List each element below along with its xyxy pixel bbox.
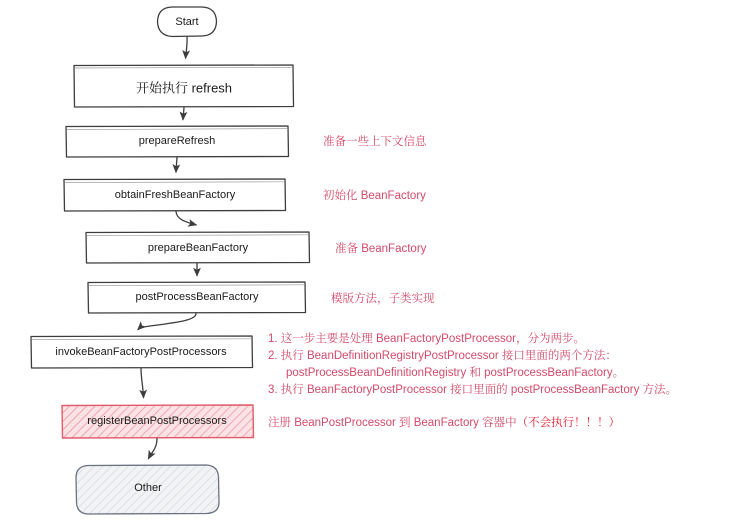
- note-invoke-line-4: 3. 执行 BeanFactoryPostProcessor 接口里面的 postProcessBeanFactory 方法。: [268, 384, 678, 396]
- node-refresh[interactable]: [74, 65, 294, 107]
- node-invokeBeanFactoryPostProcessors[interactable]: [31, 336, 253, 368]
- note-register-text: 注册 BeanPostProcessor 到 BeanFactory 容器中: [268, 417, 517, 429]
- node-label-refresh: 开始执行 refresh: [135, 80, 233, 96]
- note-invoke-line-2: 2. 执行 BeanDefinitionRegistryPostProcessor 接口里面的两个方法：: [268, 350, 617, 362]
- note-post-process-bean-factory: 模版方法，子类实现: [331, 293, 435, 305]
- node-postProcessBeanFactory[interactable]: [88, 282, 306, 313]
- node-obtainFreshBeanFactory[interactable]: [64, 179, 286, 211]
- node-label-prepareRefresh: prepareRefresh: [138, 135, 216, 147]
- note-obtain-fresh-bean-factory: 初始化 BeanFactory: [323, 190, 426, 202]
- node-label-start: Start: [175, 16, 199, 28]
- node-other[interactable]: [76, 465, 219, 514]
- note-register-warning: （不会执行！！！）: [516, 417, 621, 429]
- note-prepare-refresh: 准备一些上下文信息: [323, 136, 427, 148]
- note-prepare-bean-factory: 准备 BeanFactory: [335, 243, 427, 255]
- note-invoke-line-1: 1. 这一步主要是处理 BeanFactoryPostProcessor，分为两步。: [268, 333, 585, 345]
- node-label-prepareBeanFactory: prepareBeanFactory: [147, 242, 249, 254]
- note-invoke-bean-factory-post-processors: [268, 331, 677, 399]
- note-register-bean-post-processors: [268, 414, 620, 430]
- node-label-invokeBeanFactoryPostProcessors: invokeBeanFactoryPostProcessors: [55, 346, 227, 358]
- node-prepareBeanFactory[interactable]: [86, 232, 310, 263]
- node-start[interactable]: [158, 7, 217, 37]
- node-label-postProcessBeanFactory: postProcessBeanFactory: [135, 291, 259, 303]
- note-invoke-line-3: postProcessBeanDefinitionRegistry 和 postProcessBeanFactory。: [286, 367, 625, 379]
- node-label-obtainFreshBeanFactory: obtainFreshBeanFactory: [114, 189, 236, 201]
- node-label-other: Other: [134, 482, 162, 494]
- node-registerBeanPostProcessors[interactable]: [62, 405, 254, 438]
- node-prepareRefresh[interactable]: [66, 126, 289, 157]
- node-label-registerBeanPostProcessors: registerBeanPostProcessors: [87, 415, 227, 427]
